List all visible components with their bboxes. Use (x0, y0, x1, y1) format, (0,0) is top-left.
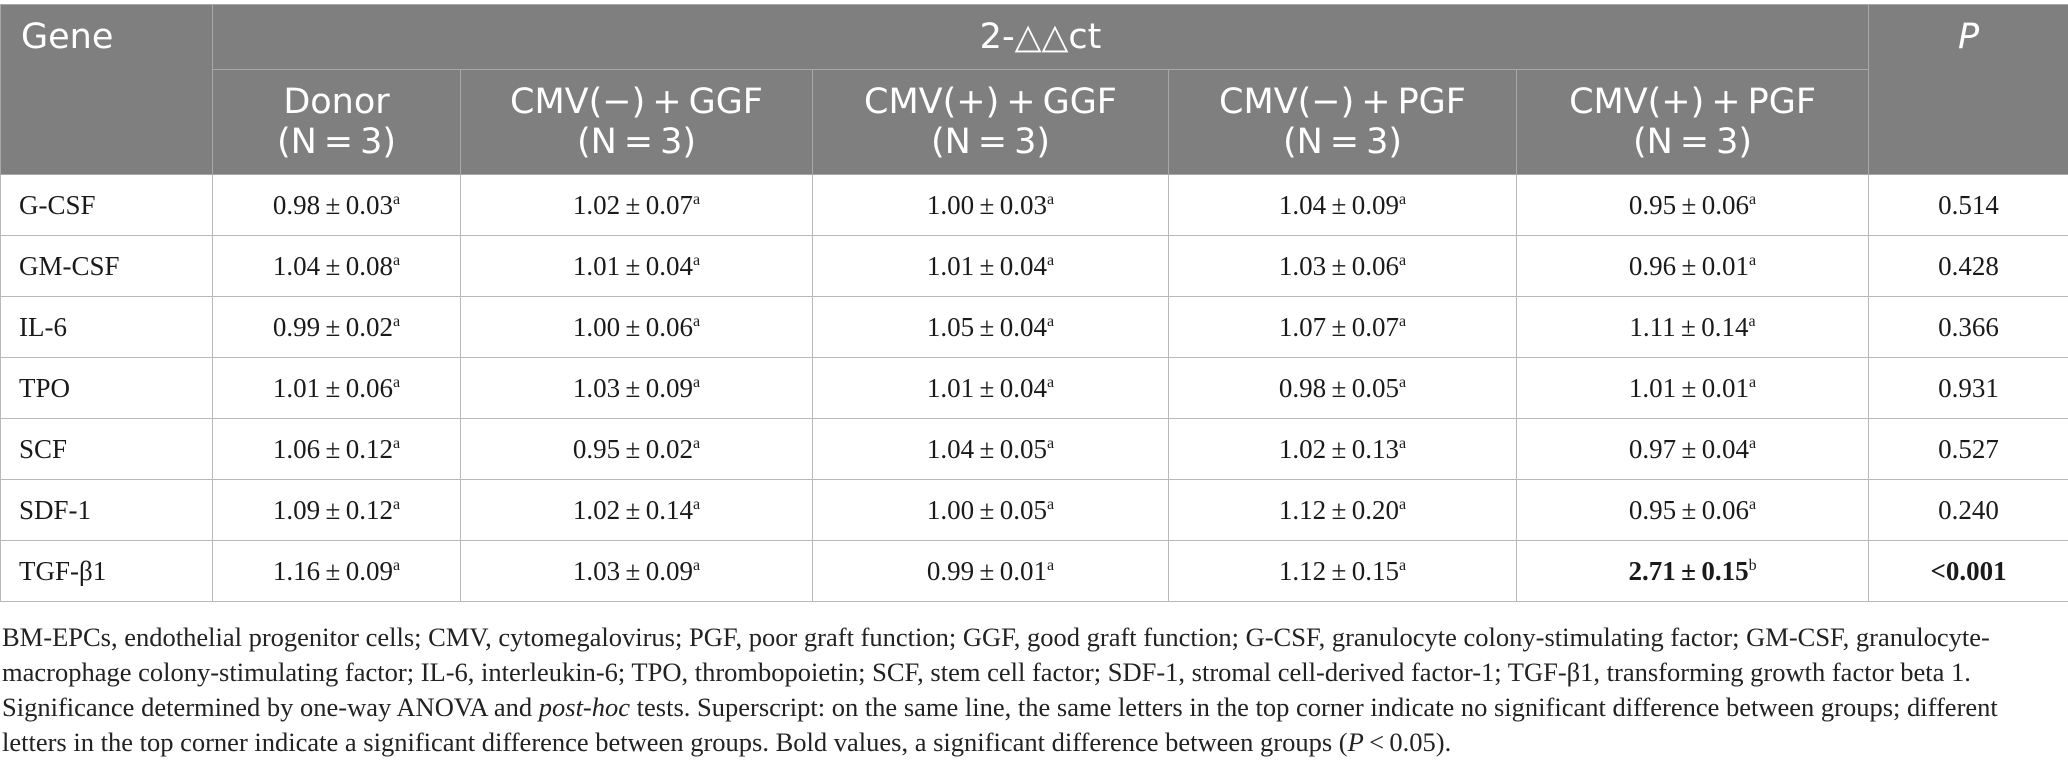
significance-superscript: a (393, 190, 401, 208)
value-cell (1517, 419, 1869, 480)
p-value-cell: 0.514 (1869, 175, 2068, 236)
group-sample-size: (N = 3) (276, 122, 397, 162)
mean-sd-value: 0.95 ± 0.06 (1628, 494, 1750, 525)
mean-sd-value: 1.02 ± 0.07 (572, 189, 694, 220)
group-column-header (213, 70, 461, 175)
gene-name-cell: SCF (1, 419, 213, 480)
value-cell (813, 236, 1169, 297)
value-cell (461, 419, 813, 480)
significance-superscript: a (1749, 434, 1757, 452)
value-cell (1517, 297, 1869, 358)
value-cell (461, 541, 813, 602)
gene-name-cell: SDF-1 (1, 480, 213, 541)
value-cell (1169, 175, 1517, 236)
table-footnote (0, 602, 2068, 760)
mean-sd-value: 1.01 ± 0.01 (1628, 372, 1750, 403)
mean-sd-value: 1.02 ± 0.13 (1278, 433, 1400, 464)
value-cell (1517, 175, 1869, 236)
value-cell (461, 175, 813, 236)
results-table (0, 4, 2068, 602)
significance-superscript: a (393, 373, 401, 391)
table-body (1, 175, 2068, 602)
value-cell (813, 175, 1169, 236)
significance-superscript: a (1749, 495, 1757, 513)
p-value-cell: 0.931 (1869, 358, 2068, 419)
gene-name-cell: TPO (1, 358, 213, 419)
significance-superscript: a (1399, 312, 1407, 330)
group-column-header (1517, 70, 1869, 175)
p-value-cell: 0.428 (1869, 236, 2068, 297)
mean-sd-value: 1.00 ± 0.05 (926, 494, 1048, 525)
value-cell (813, 480, 1169, 541)
table-container (0, 4, 2068, 760)
significance-superscript: a (693, 190, 701, 208)
mean-sd-value: 1.04 ± 0.05 (926, 433, 1048, 464)
value-cell (213, 297, 461, 358)
mean-sd-value: 1.03 ± 0.09 (572, 555, 694, 586)
subheader-row (1, 70, 2068, 175)
significance-superscript: a (1399, 556, 1407, 574)
table-row (1, 297, 2068, 358)
significance-superscript: a (693, 251, 701, 269)
value-cell (813, 358, 1169, 419)
group-sample-size: (N = 3) (930, 122, 1051, 162)
mean-sd-value: 0.95 ± 0.06 (1628, 189, 1750, 220)
value-cell (213, 358, 461, 419)
significance-superscript: a (1749, 373, 1757, 391)
significance-superscript: a (1047, 495, 1055, 513)
significance-superscript: a (1749, 251, 1757, 269)
footnote-significance: Significance determined by one-way ANOVA and post-hoc tests. Superscript: on the same line, the same letters in the top corner indicate no significant difference between groups; different letters in the top corner indicate a significant difference between groups. Bold values, a significant difference between groups (P < 0.05). (2, 692, 1998, 757)
value-cell (213, 175, 461, 236)
significance-superscript: a (1399, 373, 1407, 391)
significance-superscript: a (1749, 190, 1757, 208)
table-row (1, 358, 2068, 419)
table-row (1, 236, 2068, 297)
mean-sd-value: 1.01 ± 0.06 (272, 372, 394, 403)
value-cell (813, 541, 1169, 602)
mean-sd-value: 1.03 ± 0.06 (1278, 250, 1400, 281)
significance-superscript: a (693, 556, 701, 574)
significance-superscript: a (1047, 556, 1055, 574)
significance-superscript: a (393, 251, 401, 269)
value-cell (1517, 358, 1869, 419)
mean-sd-value: 1.09 ± 0.12 (272, 494, 394, 525)
p-value-cell: <0.001 (1869, 541, 2068, 602)
group-column-header (461, 70, 813, 175)
group-name: CMV(−) + PGF (1219, 82, 1466, 122)
mean-sd-value: 0.95 ± 0.02 (572, 433, 694, 464)
significance-superscript: a (393, 495, 401, 513)
value-cell (461, 297, 813, 358)
significance-superscript: a (1399, 251, 1407, 269)
value-cell (1169, 419, 1517, 480)
mean-sd-value: 1.01 ± 0.04 (926, 372, 1048, 403)
table-row (1, 541, 2068, 602)
significance-superscript: a (693, 434, 701, 452)
significance-superscript: a (1399, 495, 1407, 513)
value-cell (1169, 358, 1517, 419)
table-row (1, 419, 2068, 480)
mean-sd-value: 0.99 ± 0.02 (272, 311, 394, 342)
p-value-column-header: P (1869, 5, 2068, 175)
mean-sd-value: 0.97 ± 0.04 (1628, 433, 1750, 464)
value-cell (1517, 541, 1869, 602)
mean-sd-value: 1.00 ± 0.06 (572, 311, 694, 342)
value-cell (461, 480, 813, 541)
value-cell (1169, 541, 1517, 602)
value-cell (813, 419, 1169, 480)
group-sample-size: (N = 3) (1282, 122, 1403, 162)
group-name: CMV(+) + GGF (864, 82, 1117, 122)
gene-name-cell: GM-CSF (1, 236, 213, 297)
value-cell (813, 297, 1169, 358)
p-value-cell: 0.527 (1869, 419, 2068, 480)
significance-superscript: a (1399, 434, 1407, 452)
significance-superscript: a (693, 373, 701, 391)
group-name: Donor (283, 82, 390, 122)
footnote-abbreviations: BM-EPCs, endothelial progenitor cells; CMV, cytomegalovirus; PGF, poor graft function; GGF, good graft function; G-CSF, granulocyte colony-stimulating factor; GM-CSF, granulocyte-macrophage colony-stimulating factor; IL-6, interleukin-6; TPO, thrombopoietin; SCF, stem cell factor; SDF-1, stromal cell-derived factor-1; TGF-β1, transforming growth factor beta 1. (2, 622, 1990, 687)
value-cell (1517, 236, 1869, 297)
significance-superscript: a (393, 434, 401, 452)
significance-superscript: b (1748, 556, 1757, 574)
mean-sd-value: 1.05 ± 0.04 (926, 311, 1048, 342)
mean-sd-value: 2.71 ± 0.15 (1628, 555, 1749, 586)
significance-superscript: a (693, 312, 701, 330)
value-cell (1169, 236, 1517, 297)
value-cell (461, 236, 813, 297)
value-cell (213, 419, 461, 480)
value-cell (1169, 480, 1517, 541)
significance-superscript: a (393, 312, 401, 330)
group-column-header (813, 70, 1169, 175)
mean-sd-value: 1.06 ± 0.12 (272, 433, 394, 464)
group-name: CMV(−) + GGF (510, 82, 763, 122)
mean-sd-value: 1.01 ± 0.04 (572, 250, 694, 281)
value-cell (213, 541, 461, 602)
gene-column-header: Gene (1, 5, 213, 175)
value-cell (213, 236, 461, 297)
value-cell (213, 480, 461, 541)
value-cell (1169, 297, 1517, 358)
mean-sd-value: 1.16 ± 0.09 (272, 555, 394, 586)
mean-sd-value: 1.11 ± 0.14 (1629, 311, 1749, 342)
mean-sd-value: 0.98 ± 0.05 (1278, 372, 1400, 403)
value-cell (1517, 480, 1869, 541)
mean-sd-value: 1.12 ± 0.15 (1278, 555, 1400, 586)
group-sample-size: (N = 3) (1632, 122, 1753, 162)
significance-superscript: a (1047, 190, 1055, 208)
table-row (1, 175, 2068, 236)
significance-superscript: a (393, 556, 401, 574)
gene-name-cell: TGF-β1 (1, 541, 213, 602)
delta-ct-group-header: 2-△△ct (213, 5, 1869, 70)
mean-sd-value: 1.12 ± 0.20 (1278, 494, 1400, 525)
mean-sd-value: 1.00 ± 0.03 (926, 189, 1048, 220)
gene-name-cell: IL-6 (1, 297, 213, 358)
significance-superscript: a (1047, 312, 1055, 330)
mean-sd-value: 1.07 ± 0.07 (1278, 311, 1400, 342)
significance-superscript: a (1047, 373, 1055, 391)
mean-sd-value: 1.04 ± 0.09 (1278, 189, 1400, 220)
mean-sd-value: 0.99 ± 0.01 (926, 555, 1048, 586)
gene-name-cell: G-CSF (1, 175, 213, 236)
significance-superscript: a (1399, 190, 1407, 208)
group-name: CMV(+) + PGF (1569, 82, 1816, 122)
significance-superscript: a (1748, 312, 1756, 330)
mean-sd-value: 1.04 ± 0.08 (272, 250, 394, 281)
p-value-cell: 0.366 (1869, 297, 2068, 358)
value-cell (461, 358, 813, 419)
group-sample-size: (N = 3) (576, 122, 697, 162)
mean-sd-value: 1.02 ± 0.14 (572, 494, 694, 525)
table-row (1, 480, 2068, 541)
significance-superscript: a (1047, 434, 1055, 452)
mean-sd-value: 1.03 ± 0.09 (572, 372, 694, 403)
mean-sd-value: 1.01 ± 0.04 (926, 250, 1048, 281)
significance-superscript: a (693, 495, 701, 513)
significance-superscript: a (1047, 251, 1055, 269)
group-column-header (1169, 70, 1517, 175)
mean-sd-value: 0.96 ± 0.01 (1628, 250, 1750, 281)
mean-sd-value: 0.98 ± 0.03 (272, 189, 394, 220)
p-value-cell: 0.240 (1869, 480, 2068, 541)
